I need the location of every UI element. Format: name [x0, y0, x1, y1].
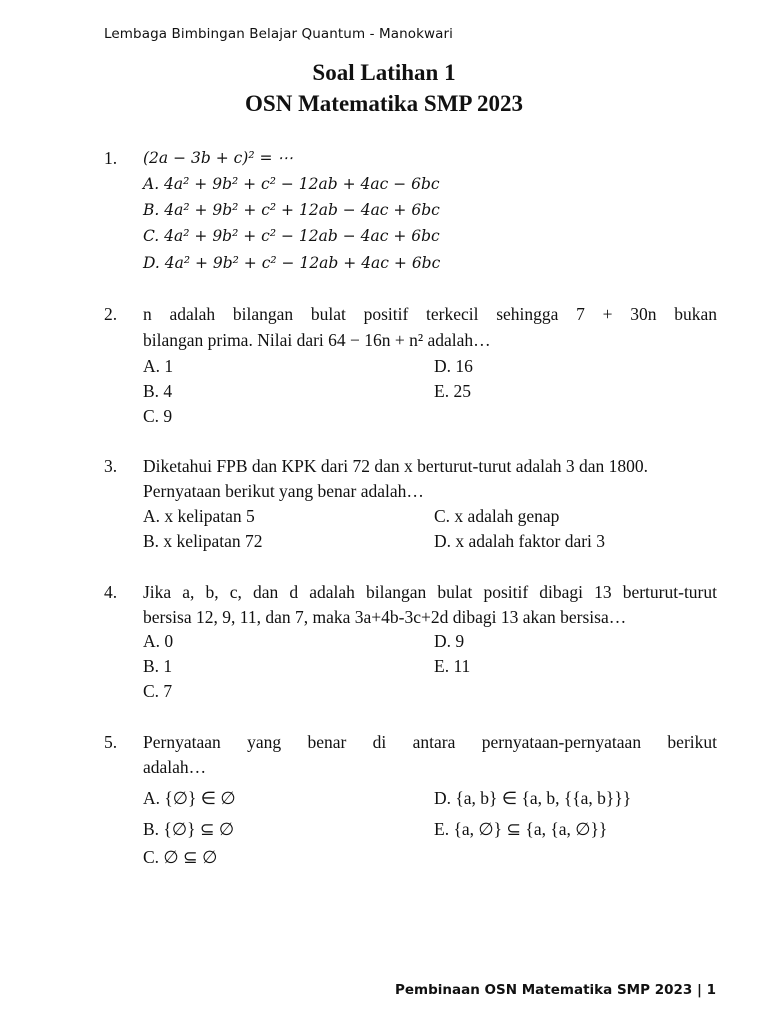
question-3-number: 3.: [104, 456, 118, 476]
question-3-option-d: D. x adalah faktor dari 3: [434, 531, 606, 551]
question-1-option-c: C. 4a² + 9b² + c² − 12ab − 4ac + 6bc: [143, 227, 440, 245]
question-2-option-e: E. 25: [434, 381, 471, 401]
document-header: Lembaga Bimbingan Belajar Quantum - Manokwari: [104, 26, 454, 42]
question-3-option-c: C. x adalah genap: [434, 506, 560, 526]
question-1-stem: (2a − 3b + c)² = ⋯: [143, 149, 293, 167]
question-1-option-b: B. 4a² + 9b² + c² + 12ab − 4ac + 6bc: [143, 201, 440, 219]
question-2-text-line-2: bilangan prima. Nilai dari 64 − 16n + n² adalah…: [143, 330, 491, 350]
question-2-option-a: A. 1: [143, 356, 174, 376]
question-5-option-e: E. {a, ∅} ⊆ {a, {a, ∅}}: [434, 819, 608, 839]
question-4-option-d: D. 9: [434, 631, 465, 651]
document-subtitle: OSN Matematika SMP 2023: [245, 91, 523, 116]
question-5-option-a: A. {∅} ∈ ∅: [143, 788, 236, 808]
question-5-text-line-1: Pernyataan yang benar di antara pernyataan-pernyataan berikut: [143, 732, 717, 752]
question-3-option-b: B. x kelipatan 72: [143, 531, 263, 551]
question-1-option-d: D. 4a² + 9b² + c² − 12ab + 4ac + 6bc: [143, 254, 441, 272]
question-5-text-line-2: adalah…: [143, 757, 207, 777]
question-4-option-e: E. 11: [434, 656, 471, 676]
question-4-option-c: C. 7: [143, 681, 173, 701]
question-3-text-line-1: Diketahui FPB dan KPK dari 72 dan x berturut-turut adalah 3 dan 1800.: [143, 456, 648, 476]
question-4-option-a: A. 0: [143, 631, 174, 651]
question-4-text-line-2: bersisa 12, 9, 11, dan 7, maka 3a+4b-3c+2d dibagi 13 akan bersisa…: [143, 607, 627, 627]
question-5-option-d: D. {a, b} ∈ {a, b, {{a, b}}}: [434, 788, 632, 808]
page-footer: Pembinaan OSN Matematika SMP 2023 | 1: [395, 982, 716, 998]
question-5-number: 5.: [104, 732, 118, 752]
question-5-option-b: B. {∅} ⊆ ∅: [143, 819, 235, 839]
question-3-option-a: A. x kelipatan 5: [143, 506, 255, 526]
question-5-option-c: C. ∅ ⊆ ∅: [143, 847, 218, 867]
question-4-option-b: B. 1: [143, 656, 173, 676]
question-2-text-line-1: n adalah bilangan bulat positif terkecil sehingga 7 + 30n bukan: [143, 304, 717, 324]
question-2-option-c: C. 9: [143, 406, 173, 426]
question-3-text-line-2: Pernyataan berikut yang benar adalah…: [143, 481, 424, 501]
question-2-option-d: D. 16: [434, 356, 473, 376]
question-1-number: 1.: [104, 148, 118, 168]
question-4-number: 4.: [104, 582, 118, 602]
question-4-text-line-1: Jika a, b, c, dan d adalah bilangan bulat positif dibagi 13 berturut-turut: [143, 582, 717, 602]
question-2-number: 2.: [104, 304, 118, 324]
question-2-option-b: B. 4: [143, 381, 173, 401]
document-title: Soal Latihan 1: [312, 60, 456, 85]
question-1-option-a: A. 4a² + 9b² + c² − 12ab + 4ac − 6bc: [143, 175, 440, 193]
